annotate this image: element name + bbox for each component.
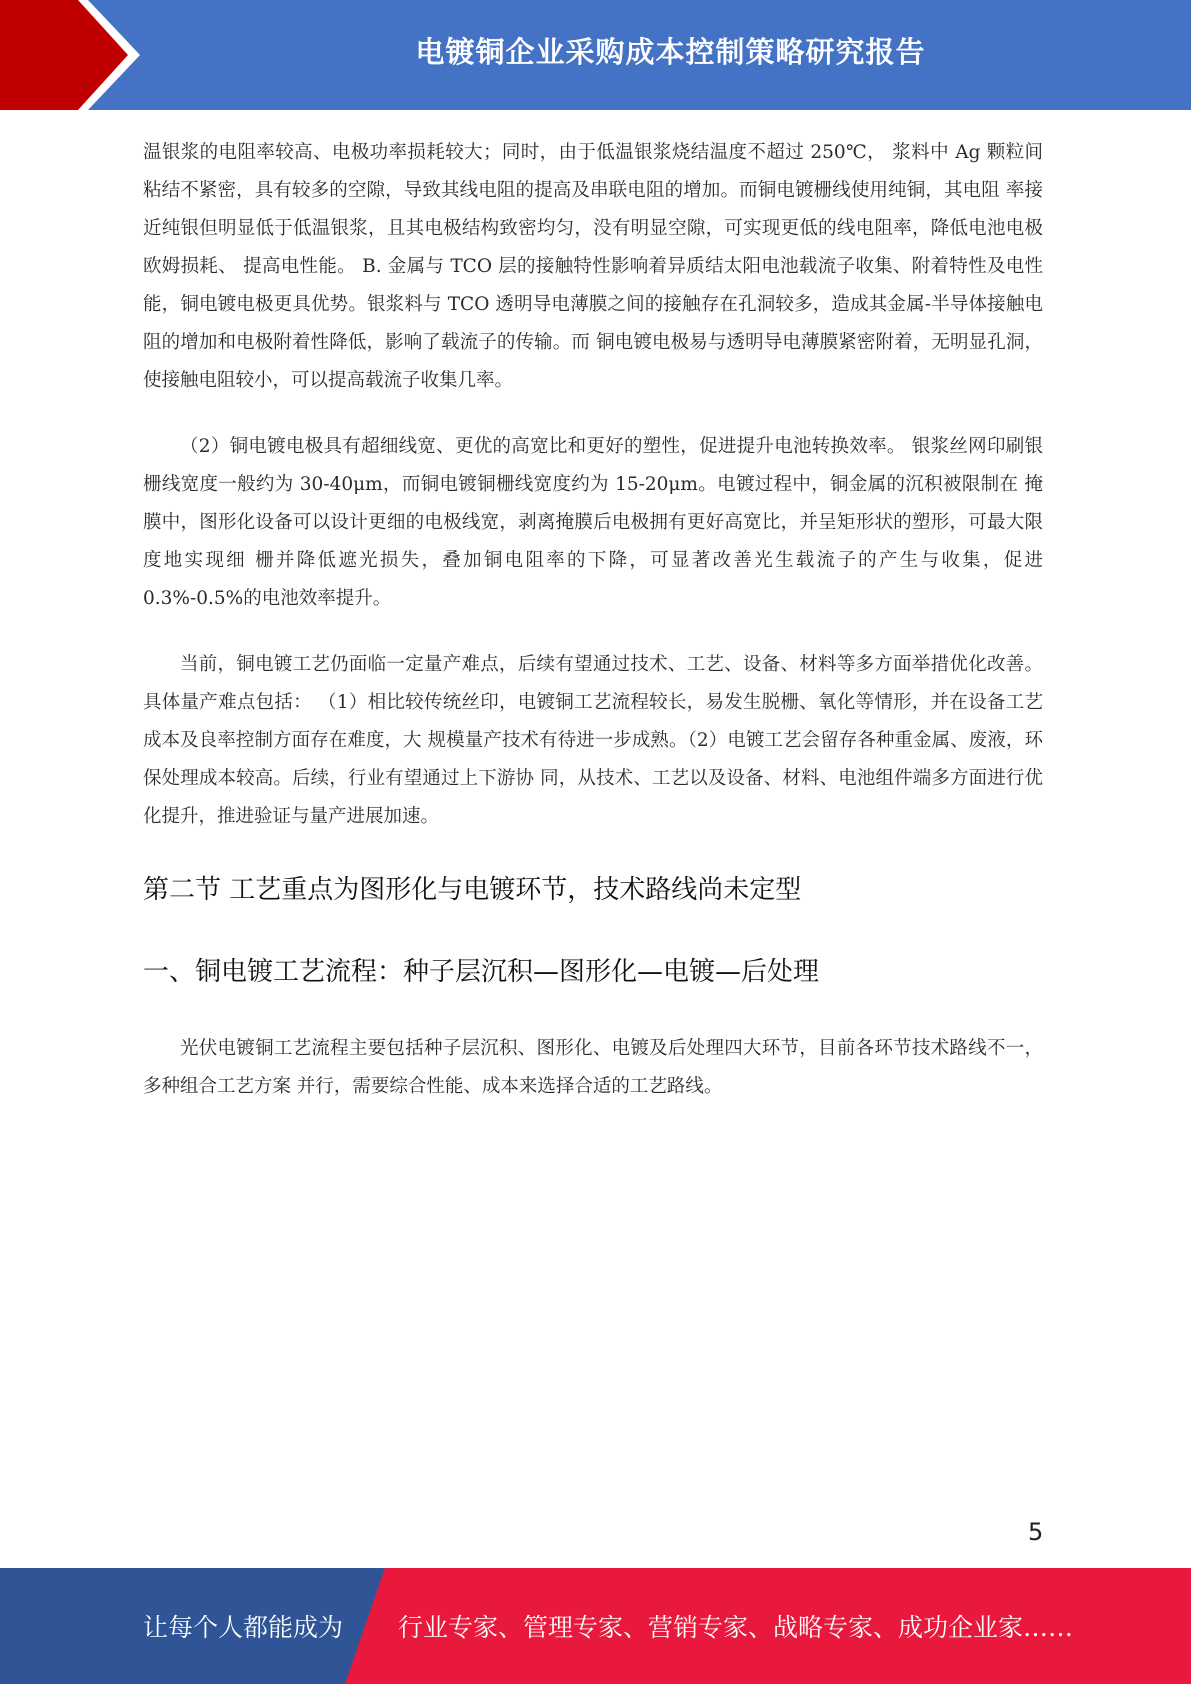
spacer <box>143 910 1043 952</box>
spacer <box>143 992 1043 1030</box>
document-body <box>143 134 1043 1106</box>
subsection-heading: 一、铜电镀工艺流程：种子层沉积—图形化—电镀—后处理 <box>143 957 820 987</box>
spacer <box>143 400 1043 428</box>
page-footer <box>0 1568 1191 1684</box>
paragraph-4: 光伏电镀铜工艺流程主要包括种子层沉积、图形化、电镀及后处理四大环节，目前各环节技术路线不一，多种组合工艺方案 并行，需要综合性能、成本来选择合适的工艺路线。 <box>143 1038 1043 1097</box>
footer-slogan-right: 行业专家、管理专家、营销专家、战略专家、成功企业家…… <box>398 1613 1074 1642</box>
spacer <box>143 836 1043 870</box>
paragraph-1: 温银浆的电阻率较高、电极功率损耗较大；同时，由于低温银浆烧结温度不超过 250℃， 浆料中 Ag 颗粒间粘结不紧密，具有较多的空隙，导致其线电阻的提高及串联电阻的增加。而铜电镀栅线使用纯铜，其电阻 率接近纯银但明显低于低温银浆，且其电极结构致密均匀，没有明显空隙，可实现更低的线电阻率，降低电池电极欧姆损耗、 提高电性能。 B. 金属与 TCO 层的接触特性影响着异质结太阳电池载流子收集、附着特性及电性能，铜电镀电极更具优势。银浆料与 TCO 透明导电薄膜之间的接触存在孔洞较多，造成其金属-半导体接触电阻的增加和电极附着性降低，影响了载流子的传输。而 铜电镀电极易与透明导电薄膜紧密附着，无明显孔洞，使接触电阻较小，可以提高载流子收集几率。 <box>143 142 1043 391</box>
page-number: 5 <box>1028 1518 1044 1546</box>
spacer <box>143 618 1043 646</box>
footer-slogan-left: 让每个人都能成为 <box>143 1613 344 1642</box>
paragraph-3: 当前，铜电镀工艺仍面临一定量产难点，后续有望通过技术、工艺、设备、材料等多方面举措优化改善。具体量产难点包括： （1）相比较传统丝印，电镀铜工艺流程较长，易发生脱栅、氧化等情形，并在设备工艺成本及良率控制方面存在难度，大 规模量产技术有待进一步成熟。（2）电镀工艺会留存各种重金属、废液，环保处理成本较高。后续，行业有望通过上下游协 同，从技术、工艺以及设备、材料、电池组件端多方面进行优化提升，推进验证与量产进展加速。 <box>143 654 1043 827</box>
page-header <box>0 0 1191 110</box>
paragraph-2: （2）铜电镀电极具有超细线宽、更优的高宽比和更好的塑性，促进提升电池转换效率。 银浆丝网印刷银栅线宽度一般约为 30-40μm，而铜电镀铜栅线宽度约为 15-20μm。电镀过程中，铜金属的沉积被限制在 掩膜中，图形化设备可以设计更细的电极线宽，剥离掩膜后电极拥有更好高宽比，并呈矩形状的塑形，可最大限度地实现细 栅并降低遮光损失，叠加铜电阻率的下降，可显著改善光生载流子的产生与收集，促进 0.3%-0.5%的电池效率提升。 <box>143 436 1043 609</box>
header-title: 电镀铜企业采购成本控制策略研究报告 <box>415 34 926 69</box>
section-heading: 第二节 工艺重点为图形化与电镀环节，技术路线尚未定型 <box>143 875 802 905</box>
